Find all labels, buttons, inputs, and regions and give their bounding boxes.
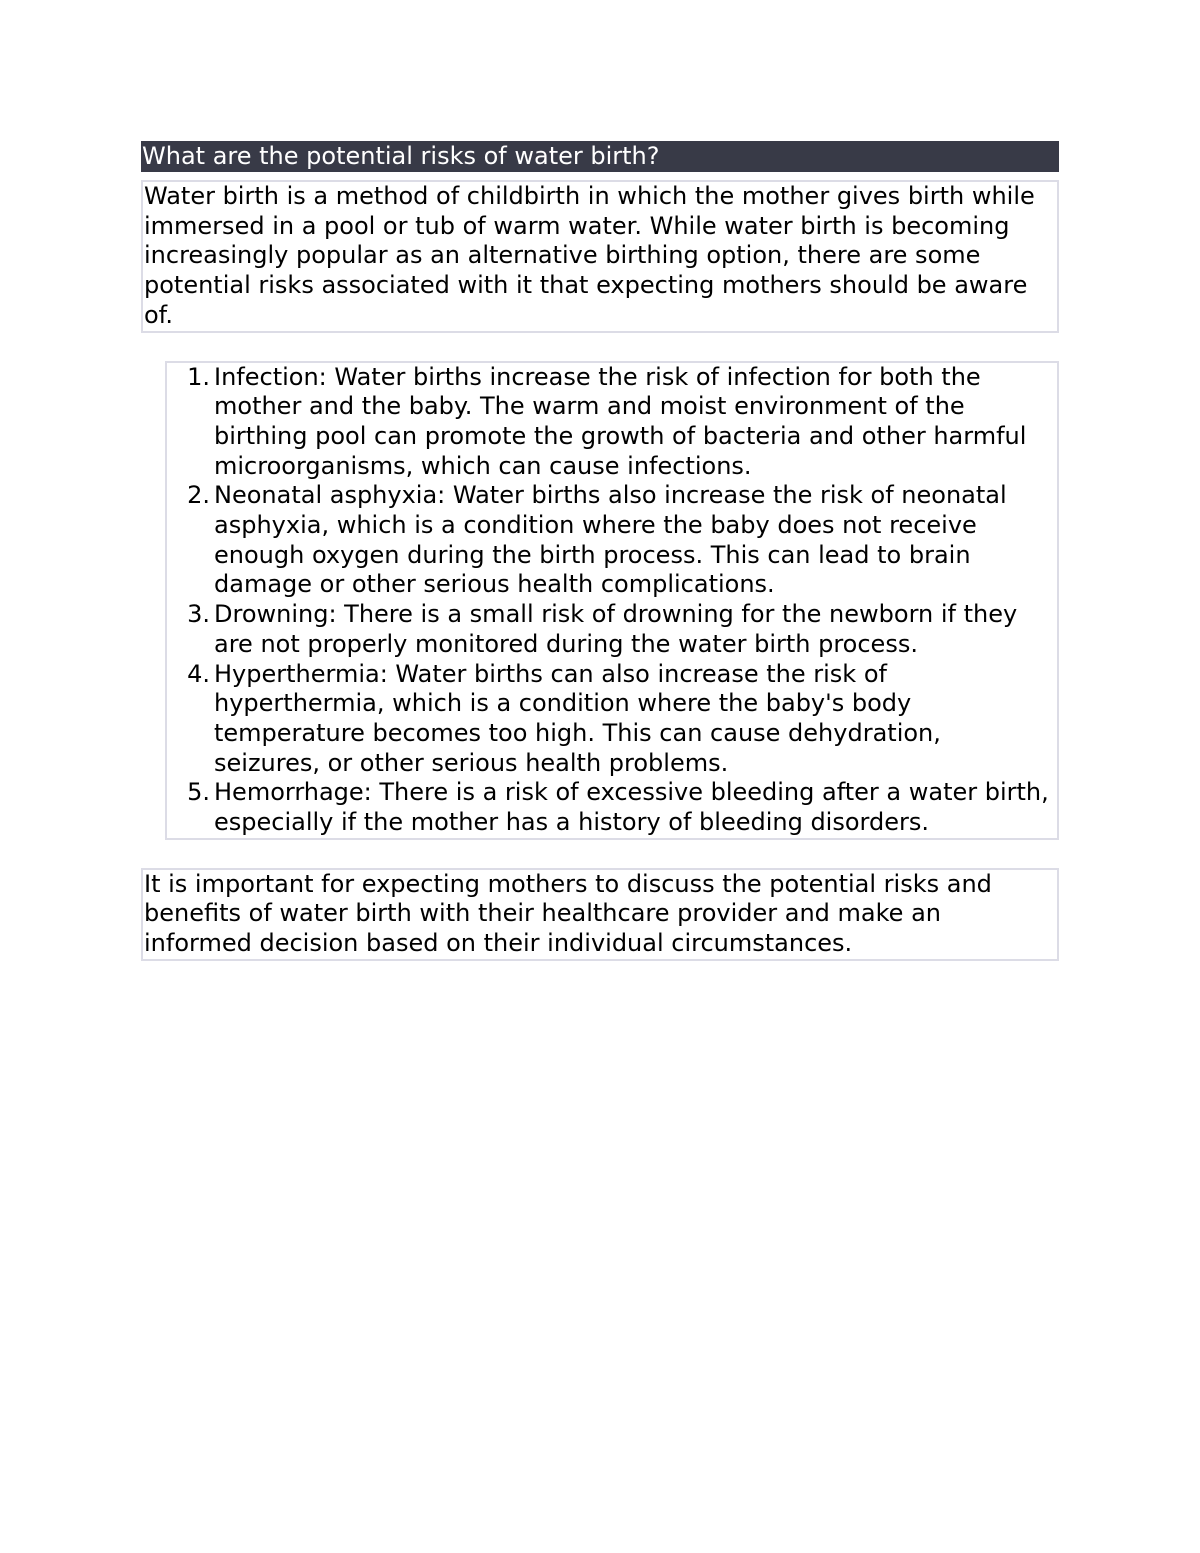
list-item-text: Hemorrhage: There is a risk of excessive bleeding after a water birth, especially if the mother has a history of bleeding disorders. <box>214 778 1049 837</box>
list-item <box>187 481 1053 600</box>
list-item-number: 2. <box>187 481 210 510</box>
list-item-number: 5. <box>187 778 210 807</box>
closing-paragraph: It is important for expecting mothers to discuss the potential risks and benefits of water birth with their healthcare provider and make an informed decision based on their individual circumstances. <box>141 868 1059 961</box>
list-item <box>187 362 1053 482</box>
list-item-number: 3. <box>187 600 210 629</box>
risks-list <box>167 363 1053 838</box>
risks-list-box <box>165 361 1059 840</box>
list-item-number: 1. <box>187 362 210 391</box>
question-heading: What are the potential risks of water birth? <box>141 141 1059 172</box>
list-item-text: Drowning: There is a small risk of drowning for the newborn if they are not properly monitored during the water birth process. <box>214 600 1018 658</box>
intro-paragraph: Water birth is a method of childbirth in which the mother gives birth while immersed in a pool or tub of warm water. While water birth is becoming increasingly popular as an alternative birthing option, there are some potential risks associated with it that expecting mothers should be aware of. <box>141 180 1059 333</box>
list-item <box>187 659 1053 779</box>
list-item-text: Neonatal asphyxia: Water births also increase the risk of neonatal asphyxia, which is a condition where the baby does not receive enough oxygen during the birth process. This can lead to brain damage or other serious health complications. <box>214 481 1007 599</box>
list-item-text: Infection: Water births increase the risk of infection for both the mother and the baby. The warm and moist environment of the birthing pool can promote the growth of bacteria and other harmful microorganisms, which can cause infections. <box>214 362 1027 480</box>
list-item <box>187 778 1053 837</box>
list-item-number: 4. <box>187 659 210 688</box>
list-item <box>187 600 1053 659</box>
document-page <box>141 141 1059 961</box>
list-item-text: Hyperthermia: Water births can also increase the risk of hyperthermia, which is a condition where the baby's body temperature becomes too high. This can cause dehydration, seizures, or other serious health problems. <box>214 659 941 777</box>
